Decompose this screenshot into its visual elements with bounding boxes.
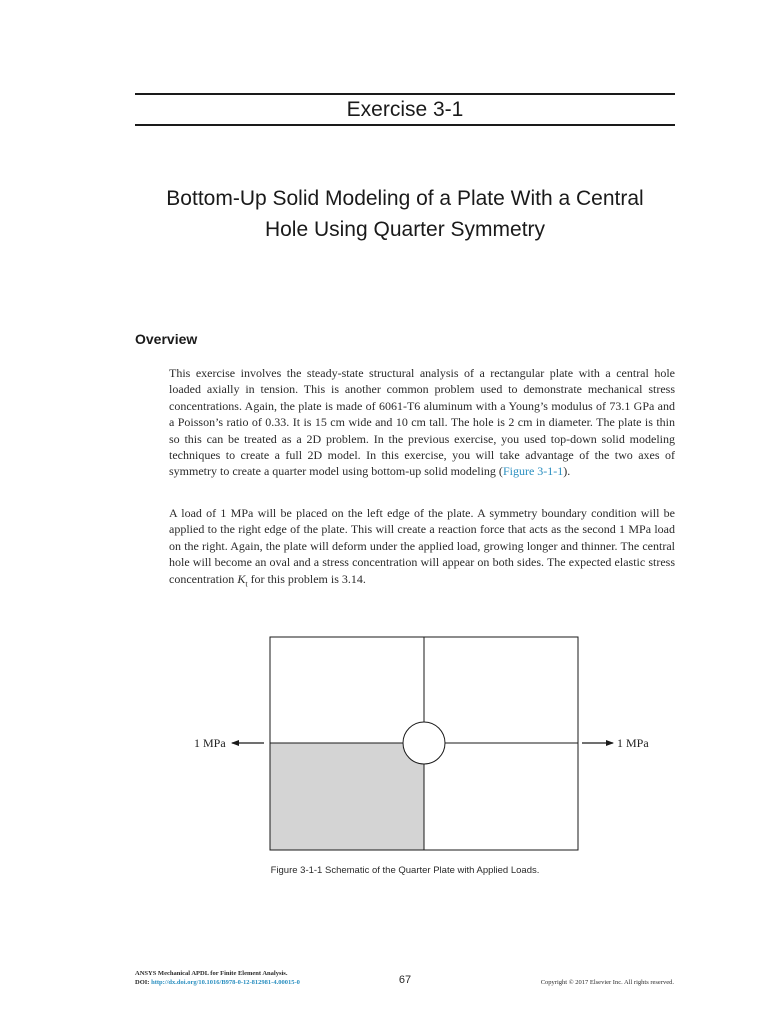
- chapter-title-line-1: Bottom-Up Solid Modeling of a Plate With a Central: [166, 187, 644, 210]
- central-hole: [403, 722, 445, 764]
- paragraph-2-text: A load of 1 MPa will be placed on the left edge of the plate. A symmetry boundary condition will be applied to the right edge of the plate. This will create a reaction force that acts as the second 1 MPa load on the right. Again, the plate will deform under the applied load, growing longer and thinner. The central hole will become an oval and a stress concentration will appear on both sides. The expected elastic stress concentration: [169, 506, 675, 586]
- section-heading-overview: Overview: [135, 331, 198, 347]
- paragraph-2-end: for this problem is 3.14.: [247, 571, 366, 586]
- copyright-notice: Copyright © 2017 Elsevier Inc. All rights reserved.: [540, 979, 674, 986]
- stress-symbol: K: [237, 571, 246, 586]
- right-load-label: 1 MPa: [617, 736, 649, 750]
- footer-doi-label: DOI:: [135, 979, 152, 986]
- footer-citation: [135, 969, 300, 987]
- left-load-label: 1 MPa: [194, 736, 226, 750]
- paragraph-1-text: This exercise involves the steady-state structural analysis of a rectangular plate with a central hole loaded axially in tension. This is another common problem used to demonstrate mechanical stress concentrations. Again, the plate is made of 6061-T6 aluminum with a Young’s modulus of 73.1 GPa and a Poisson’s ratio of 0.33. It is 15 cm wide and 10 cm tall. The hole is 2 cm in diameter. The plate is thin so this can be treated as a 2D problem. In the previous exercise, you used top-down solid modeling techniques to create a full 2D model. In this exercise, you will take advantage of the two axes of symmetry to create a quarter model using bottom-up solid modeling (: [169, 366, 675, 479]
- quarter-model-region: [270, 743, 424, 850]
- figure-caption: Figure 3-1-1 Schematic of the Quarter Plate with Applied Loads.: [270, 865, 540, 876]
- figure-reference-link[interactable]: Figure 3-1-1: [502, 464, 564, 479]
- footer-book-title: ANSYS Mechanical APDL for Finite Element Analysis.: [135, 970, 288, 977]
- footer-doi: [135, 978, 300, 987]
- exercise-title: Exercise 3-1: [346, 98, 464, 121]
- page-number: 67: [398, 974, 412, 986]
- paragraph-1-end: ).: [563, 464, 571, 479]
- chapter-title-line-2: Hole Using Quarter Symmetry: [264, 218, 546, 241]
- stress-symbol-subscript: t: [245, 579, 248, 589]
- footer-doi-link[interactable]: http://dx.doi.org/10.1016/B978-0-12-812981-4.00015-0: [151, 979, 300, 986]
